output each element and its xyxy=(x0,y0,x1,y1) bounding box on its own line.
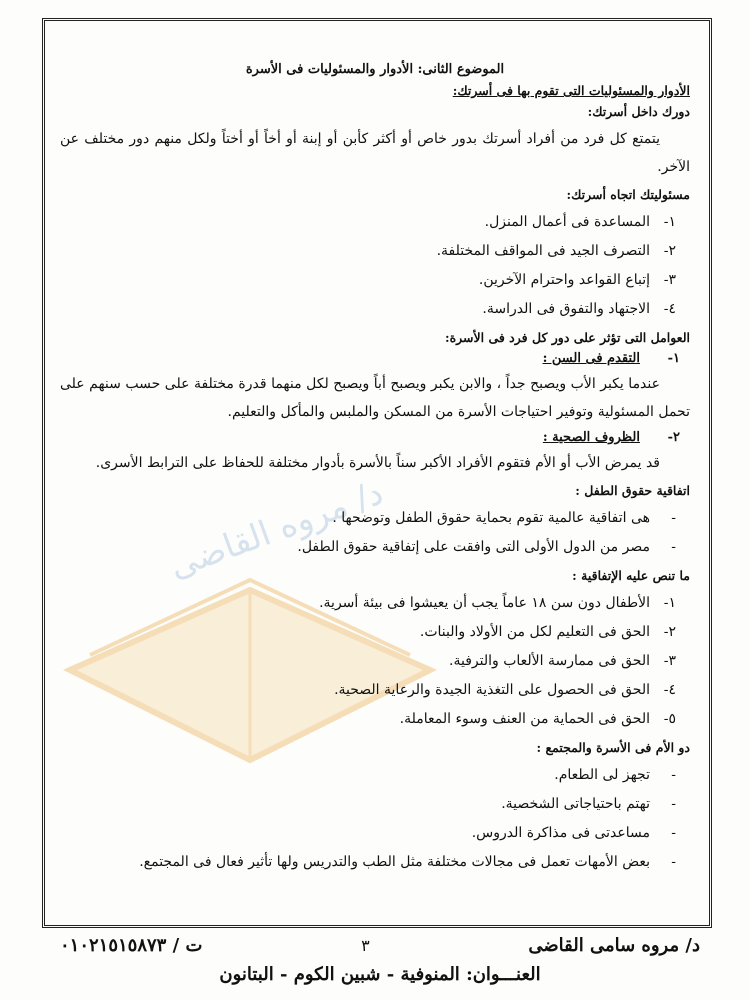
list-item: - تهتم باحتياجاتى الشخصية. xyxy=(501,796,676,812)
list-item: - تجهز لى الطعام. xyxy=(554,767,676,783)
address-line: العنـــوان: المنوفية - شبين الكوم - البتانون xyxy=(219,964,541,985)
list-item: ٥- الحق فى الحماية من العنف وسوء المعاملة. xyxy=(399,711,676,727)
list-item: ٤- الاجتهاد والتفوق فى الدراسة. xyxy=(482,301,676,317)
author-name: د/ مروه سامى القاضى xyxy=(528,934,700,956)
list-item: - بعض الأمهات تعمل فى مجالات مختلفة مثل الطب والتدريس ولها تأثير فعال فى المجتمع. xyxy=(139,854,676,870)
factors-heading: العوامل التى تؤثر على دور كل فرد فى الأسرة: xyxy=(444,330,690,345)
phone-number: ت / ٠١٠٢١٥١٥٨٧٣ xyxy=(60,934,203,956)
watermark-text: د/ مروه القاضى xyxy=(164,472,389,587)
list-item: ١- المساعدة فى أعمال المنزل. xyxy=(484,214,676,230)
mother-heading: دو الأم فى الأسرة والمجتمع : xyxy=(536,740,690,755)
list-item: ١- الأطفال دون سن ١٨ عاماً يجب أن يعيشوا فى بيئة أسرية. xyxy=(319,595,676,611)
provisions-heading: ما تنص عليه الإتفاقية : xyxy=(572,568,690,583)
list-item: ٣- إتباع القواعد واحترام الآخرين. xyxy=(478,272,676,288)
role-paragraph: يتمتع كل فرد من أفراد أسرتك بدور خاص أو أكثر كأبن أو إبنة أو أخاً أو أختاً ولكل منهم دور مختلف عن الآخر. xyxy=(60,131,690,175)
responsibility-list xyxy=(60,208,690,324)
page-number: ٣ xyxy=(361,935,370,955)
section-main-heading: الأدوار والمسئوليات التى تقوم بها فى أسرتك: xyxy=(452,83,690,98)
page-footer xyxy=(60,930,700,985)
responsibility-heading: مسئوليتك اتجاه أسرتك: xyxy=(566,187,690,202)
list-item: ٢- التصرف الجيد فى المواقف المختلفة. xyxy=(436,243,676,259)
convention-list xyxy=(60,504,690,562)
factor1-heading: ١-التقدم فى السن : xyxy=(542,351,680,366)
role-heading: دورك داخل أسرتك: xyxy=(587,104,690,119)
list-item: ٣- الحق فى ممارسة الألعاب والترفية. xyxy=(449,653,676,669)
factor2-paragraph: قد يمرض الأب أو الأم فتقوم الأفراد الأكبر سناً بالأسرة بأدوار مختلفة للحفاظ على الترابط الأسرى. xyxy=(95,455,660,471)
list-item: - مساعدتى فى مذاكرة الدروس. xyxy=(471,825,676,841)
list-item: - هى اتفاقية عالمية تقوم بحماية حقوق الطفل وتوضحها . xyxy=(332,510,676,526)
factor2-heading: ٢-الظروف الصحية : xyxy=(542,430,680,445)
mother-list xyxy=(60,761,690,877)
list-item: - مصر من الدول الأولى التى وافقت على إتفاقية حقوق الطفل. xyxy=(297,539,676,555)
list-item: ٤- الحق فى الحصول على التغذية الجيدة والرعاية الصحية. xyxy=(334,682,676,698)
factor1-paragraph: عندما يكبر الأب ويصبح جداً ، والابن يكبر ويصبح أباً ويصبح لكل منهما قدرة مختلفة على حسب سنهم على تحمل المسئولية وتوفير احتياجات الأسرة من المسكن والملبس والمأكل والتعليم. xyxy=(60,376,690,420)
provisions-list xyxy=(60,589,690,734)
list-item: ٢- الحق فى التعليم لكل من الأولاد والبنات. xyxy=(419,624,676,640)
content xyxy=(60,62,690,881)
page-title: الموضوع الثانى: الأدوار والمسئوليات فى الأسرة xyxy=(245,62,505,77)
convention-heading: اتفاقية حقوق الطفل : xyxy=(575,483,690,498)
